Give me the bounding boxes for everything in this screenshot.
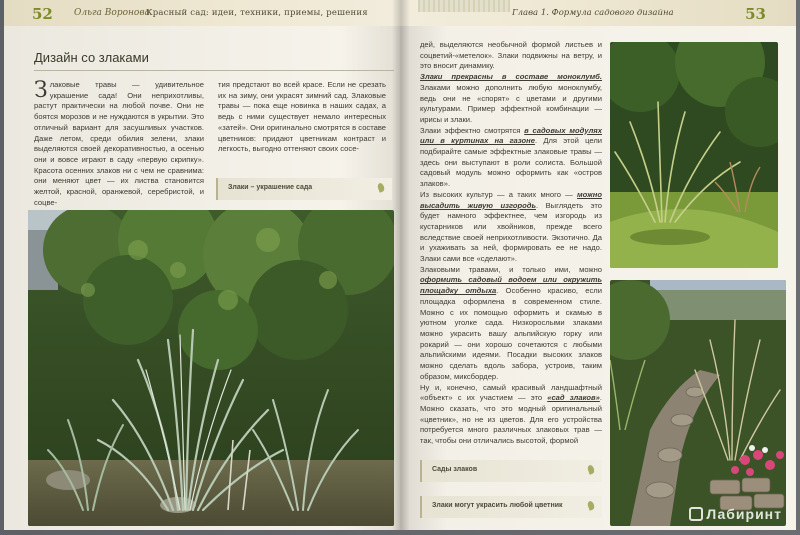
caption-grasses-decoration xyxy=(216,178,392,200)
caption2-text: Злаки могут украсить любой цветник xyxy=(432,502,563,509)
paragraph-2: Злаки прекрасны в составе моноклумб. Злаками можно дополнить любую моноклумбу, ведь они не «спорят» с цветами и другими культурами. Пример эффектной комбинации — ирисы и злаки. xyxy=(420,72,602,124)
paragraph-1: дей, выделяются необычной формой листьев и соцветий-«метелок». Злаки подвижны на ветру, и это вносит динамику. xyxy=(420,40,602,71)
section-title: Дизайн со злаками xyxy=(34,50,149,65)
paragraph-5: Злаковыми травами, и только ими, можно оформить садовый водоем или окружить площадку отдыха. Особенно красиво, если площадка оформлена в современном стиле. Можно с их помощью оформить и скамью в уютном уголке сада. Низкорослыми злаками можно украсить вашу альпийскую горку или рокарий — они хорошо сочетаются с любыми альпийскими идеями. Посадки высоких злаков можно сделать вдоль забора, устроив, таким образом, миксбордер. xyxy=(420,264,602,381)
paragraph-4: Из высоких культур — а таких много — можно высадить живую изгородь. Выглядеть это будет намного эффектнее, чем изгородь из кустарников или хвойников, прежде всего вследствие своей неприхотливости. Экзотично. Да и ухаживать за ней, формировать ее не надо. Злаки сами все «сделают». xyxy=(420,189,602,264)
paragraph-3: Злаки эффектно смотрятся в садовых модулях или в куртинах на газоне. Для этой цели подбирайте самые эффектные злаковые травы — здесь они выступают в роли солиста. Большой садовый модуль можно оформить как «остров злаков». xyxy=(420,125,602,189)
labirint-logo-icon xyxy=(689,507,703,521)
dropcap: З xyxy=(34,78,48,103)
garden-photo-bottom xyxy=(610,280,786,526)
col2-text: тия предстают во всей красе. Если не срезать их на зиму, они украсят зимний сад. Злаковые травы — пока еще новинка в наших садах, а ведь с ними существует немало интересных «затей». Они оригинально смотрятся в составе цветников: придают цветникам контраст и легкость, выгодно оттеняют своих сосе- xyxy=(218,80,386,154)
author-name: Ольга Воронова xyxy=(74,8,150,18)
left-page xyxy=(4,0,400,530)
col1-text: лаковые травы — удивительное украшение сада! Они неприхотливы, растут практически на любой почве. Они не боятся морозов и не нуждаются в укрытии. Это отличный вариант для засушливых участков. Даже летом, среди обилия зелени, злаки выделяются своей декоративностью, а осенью они и вовсе играют в саду «первую скрипку». Красота осенних злаков ни с чем не сравнима: они меняют цвет — их листва становится желтой, красной, оранжевой, серебристой, и соцве- xyxy=(34,80,204,207)
caption1-text: Сады злаков xyxy=(432,466,478,473)
leaf-icon xyxy=(377,182,386,193)
right-text-column xyxy=(420,40,602,447)
caption-text: Злаки – украшение сада xyxy=(228,184,313,191)
leaf-icon xyxy=(587,500,596,511)
leaf-icon xyxy=(587,464,596,475)
book-gutter xyxy=(392,0,410,530)
garden-photo-top xyxy=(610,42,778,268)
garden-photo-large xyxy=(28,210,394,526)
left-column-1 xyxy=(34,80,204,208)
highlight-pond: оформить садовый водоем или окружить площадку отдыха xyxy=(420,275,602,296)
title-rule xyxy=(34,70,394,71)
labirint-watermark: Лабиринт xyxy=(689,506,782,522)
left-page-number: 52 xyxy=(32,5,53,23)
header-ornament xyxy=(418,0,510,12)
right-page-number: 53 xyxy=(745,5,766,23)
highlight-hedge: можно высадить живую изгородь xyxy=(420,189,602,210)
caption-grasses-flowerbed xyxy=(420,496,602,518)
paragraph-6: Ну и, конечно, самый красивый ландшафтный «объект» с их участием — это «сад злаков». Можно сказать, что это модный оригинальный «цветник», но не из цветов. Для его устройства потребуется много различных злаковых трав — так, чтобы они отличались высотой, формой xyxy=(420,382,602,446)
highlight-garden-modules: в садовых модулях или в куртинах на газоне xyxy=(420,125,602,146)
caption-grass-gardens xyxy=(420,460,602,482)
highlight-grass-garden: «сад злаков» xyxy=(547,393,600,403)
left-column-2 xyxy=(218,80,386,155)
book-title: Красный сад: идеи, техники, приемы, решения xyxy=(146,8,368,18)
chapter-title: Глава 1. Формула садового дизайна xyxy=(512,8,674,18)
highlight-monoflowerbeds: Злаки прекрасны в составе моноклумб. xyxy=(420,72,602,82)
right-page xyxy=(400,0,796,530)
